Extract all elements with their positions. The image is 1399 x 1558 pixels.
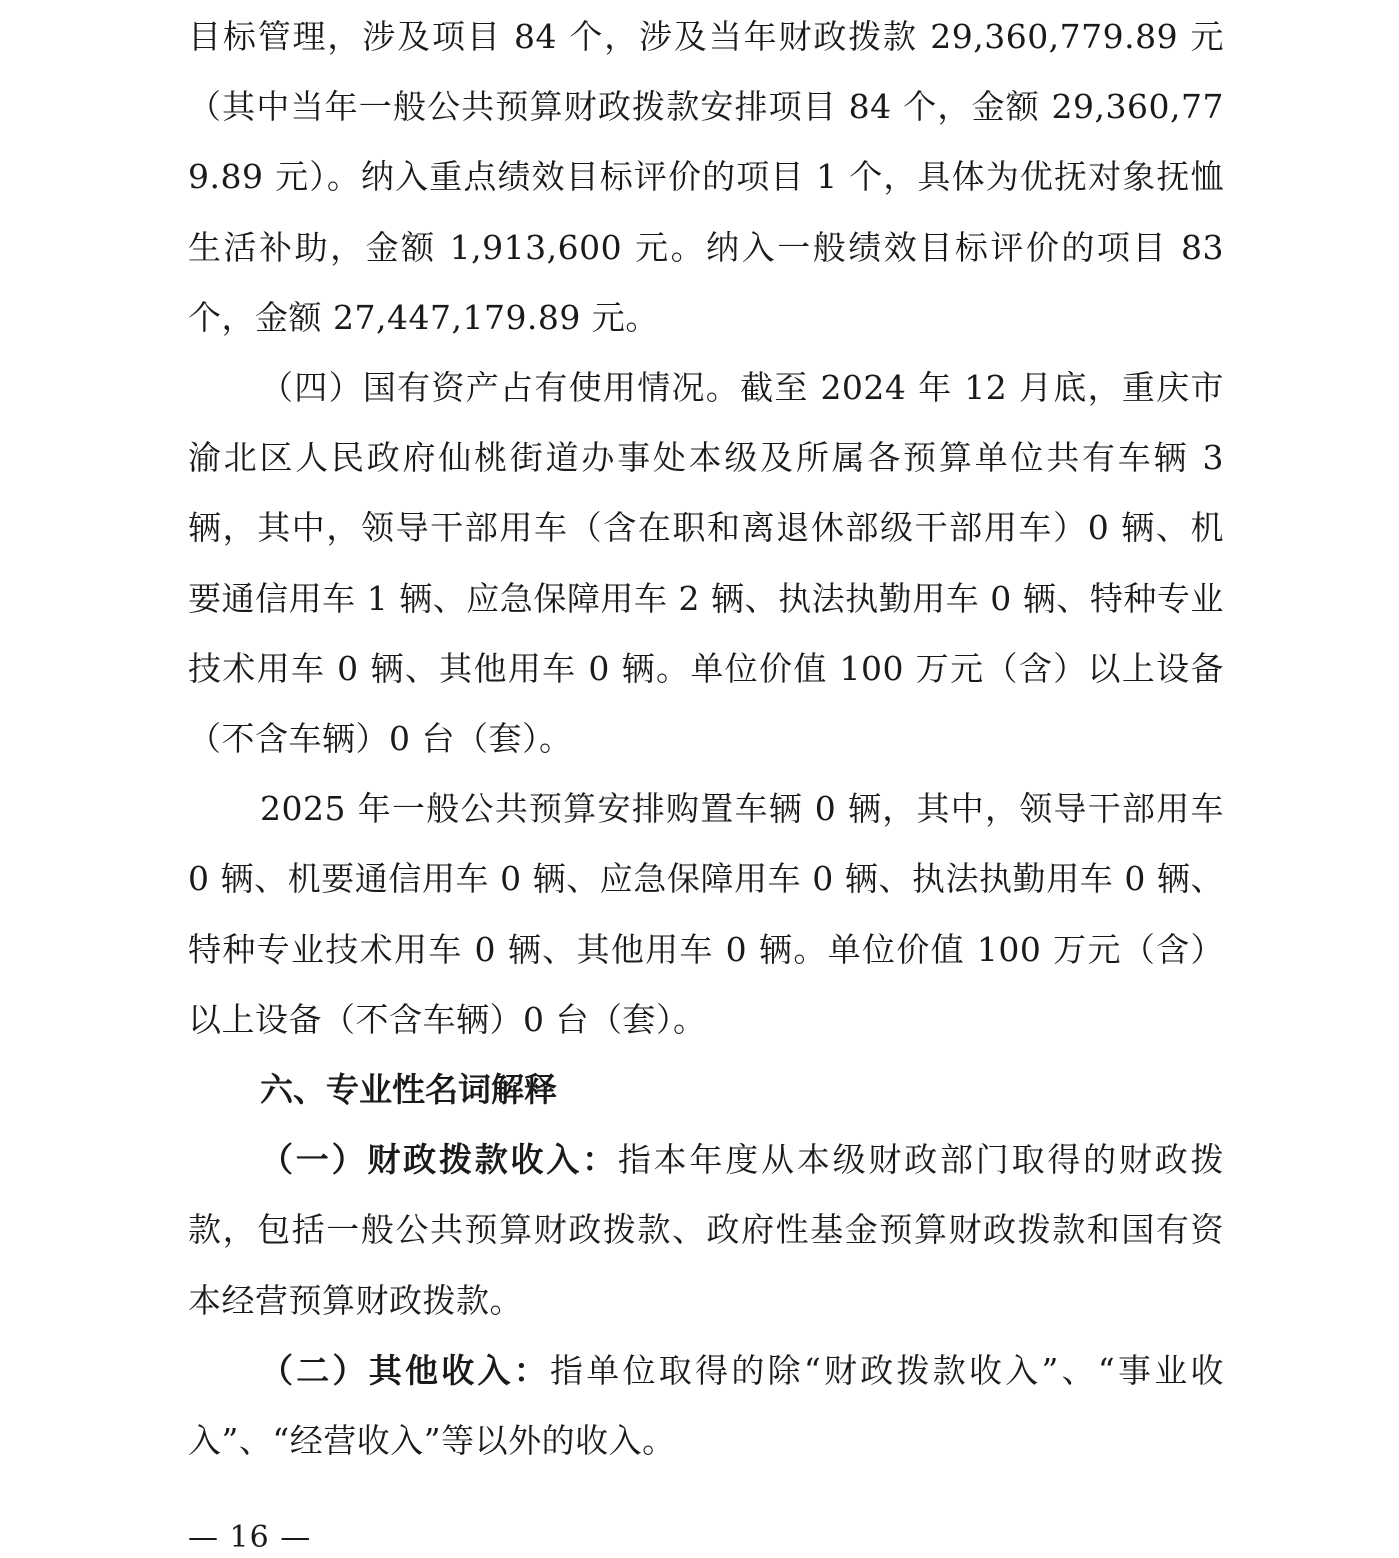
- section-heading-terminology: 六、专业性名词解释: [260, 1070, 557, 1110]
- paragraph-state-assets: [188, 353, 1224, 774]
- paragraph-state-assets-lead: （四）国有资产占有使用情况。: [260, 368, 741, 408]
- term-other-income: （二）其他收入：: [260, 1350, 551, 1390]
- page-number: — 16 —: [188, 1520, 312, 1555]
- paragraph-vehicle-purchase-2025: 2025 年一般公共预算安排购置车辆 0 辆，其中，领导干部用车 0 辆、机要通信用车 0 辆、应急保障用车 0 辆、执法执勤用车 0 辆、特种专业技术用车 0 辆、其他用车 0 辆。单位价值 100 万元（含）以上设备（不含车辆）0 台（套）。: [188, 789, 1224, 1039]
- paragraph-performance-targets: 目标管理，涉及项目 84 个，涉及当年财政拨款 29,360,779.89 元（其中当年一般公共预算财政拨款安排项目 84 个，金额 29,360,779.89 元）。纳入重点绩效目标评价的项目 1 个，具体为优抚对象抚恤生活补助，金额 1,913,600 元。纳入一般绩效目标评价的项目 83 个，金额 27,447,179.89 元。: [188, 17, 1224, 337]
- definition-other-income: 指单位取得的除“财政拨款收入”、“事业收入”、“经营收入”等以外的收入。: [188, 1350, 1224, 1461]
- paragraph-other-income: [188, 1336, 1224, 1476]
- paragraph-state-assets-body: 截至 2024 年 12 月底，重庆市渝北区人民政府仙桃街道办事处本级及所属各预算单位共有车辆 3 辆，其中，领导干部用车（含在职和离退休部级干部用车）0 辆、机要通信用车 1 辆、应急保障用车 2 辆、执法执勤用车 0 辆、特种专业技术用车 0 辆、其他用车 0 辆。单位价值 100 万元（含）以上设备（不含车辆）0 台（套）。: [188, 368, 1225, 759]
- paragraph-fiscal-appropriation-income: [188, 1125, 1224, 1336]
- definition-fiscal-appropriation-income: 指本年度从本级财政部门取得的财政拨款，包括一般公共预算财政拨款、政府性基金预算财政拨款和国有资本经营预算财政拨款。: [188, 1140, 1225, 1320]
- document-body: [188, 2, 1224, 1476]
- term-fiscal-appropriation-income: （一）财政拨款收入：: [260, 1140, 618, 1180]
